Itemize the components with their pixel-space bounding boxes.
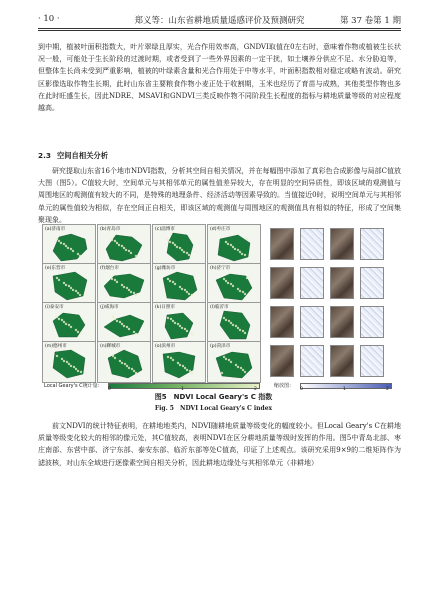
map-panel — [42, 341, 96, 383]
panel-label: (n)聊城市 — [100, 344, 121, 349]
figure-5 — [42, 224, 397, 390]
city-map-shape — [102, 348, 146, 380]
section-number: 2.3 — [38, 151, 51, 160]
city-map-shape — [47, 231, 91, 263]
map-panel — [97, 341, 151, 383]
panel-label: (c)淄博市 — [155, 227, 175, 232]
legend-tick-left: 0 — [108, 387, 111, 392]
paragraph: 研究提取山东省16个地市NDVI指数，分析其空间自相关情况，并在每幅图中添加了真彩色合成影像与局部C值放大图（图5）。C值较大时，空间单元与其相邻单元的属性值差异较大，存在明显的空间异质性，即该区域的观测值与周围地区的观测值有较大的不同，是特殊的地理条件、经济活动等因素导致的。当值接近0时，说明空间单元与其相邻单元的属性值较为相似，存在空间正自相关，即该区域的观测值与周围地区的观测值具有相似的特征，形成了空间集聚现象。 — [38, 167, 401, 224]
panel-label: (l)临沂市 — [210, 305, 229, 310]
local-c-zoom — [300, 306, 324, 338]
legend-tick-left: 2 — [254, 387, 257, 392]
true-color-zoom — [270, 306, 294, 338]
legend-colorbar-right — [300, 383, 392, 389]
true-color-zoom — [270, 345, 294, 377]
map-panel — [152, 341, 206, 383]
figure-caption-en: Fig. 5 NDVI Local Geary's C index — [154, 405, 273, 412]
map-panel — [207, 224, 261, 266]
section-heading — [38, 151, 114, 161]
panel-label: (p)菏泽市 — [210, 344, 231, 349]
map-panel — [207, 263, 261, 305]
city-map-shape — [157, 270, 201, 302]
paragraph: 到中期，植被叶面积指数大，叶片翠绿且厚实，光合作用效率高，GNDVI取值在0左右时，意味着作物或植被生长状况一般，可能处于生长阶段的过渡时期，或者受到了一些外界因素的一定干扰，如土壤养分供应不足、水分胁迫等，但整体生长尚未受到严重影响，植被的叶绿素含量和光合作用处于中等水平，叶面积指数相对稳定或略有波动。研究区影像选取作物生长期，此时山东省主要粮食作物小麦正处于收割期，玉米也经历了育苗与成熟，其他类型作物也多在此时旺盛生长，因此NDRE、MSAVI和GNDVI三类反映作物不同阶段生长程度的指标与耕地质量等级的对应程度越高。 — [38, 43, 401, 113]
map-panel — [97, 224, 151, 266]
local-c-zoom — [360, 267, 384, 299]
legend-colorbar-left — [108, 383, 260, 389]
panel-label: (e)东营市 — [45, 266, 66, 271]
panel-label: (k)日照市 — [155, 305, 176, 310]
figure-caption-cn: 图5 NDVI Local Geary's C 指数 — [154, 393, 273, 401]
true-color-zoom — [330, 267, 354, 299]
city-map-shape — [212, 231, 256, 263]
true-color-zoom — [270, 228, 294, 260]
city-map-shape — [212, 270, 256, 302]
header-rule — [38, 28, 401, 29]
city-map-shape — [157, 348, 201, 380]
volume-issue: 第 37 卷第 1 期 — [339, 16, 401, 26]
map-panel — [97, 302, 151, 344]
panel-label: (h)济宁市 — [210, 266, 231, 271]
true-color-zoom — [330, 228, 354, 260]
panel-label: (j)威海市 — [100, 305, 119, 310]
local-c-zoom — [300, 228, 324, 260]
map-panel — [207, 341, 261, 383]
city-map-shape — [47, 270, 91, 302]
body-text-top — [38, 41, 401, 114]
legend-tick-right: 0 — [300, 387, 303, 392]
map-panel — [97, 263, 151, 305]
legend-tick-right: 1 — [343, 387, 346, 392]
local-c-zoom — [300, 267, 324, 299]
local-c-zoom — [360, 345, 384, 377]
panel-label: (f)烟台市 — [100, 266, 119, 271]
panel-label: (a)济南市 — [45, 227, 66, 232]
city-map-shape — [212, 348, 256, 380]
body-text-mid — [38, 165, 401, 226]
city-map-shape — [47, 309, 91, 341]
panel-label: (i)泰安市 — [45, 305, 64, 310]
city-map-shape — [212, 309, 256, 341]
city-map-shape — [102, 231, 146, 263]
legend-tick-right: 2 — [386, 387, 389, 392]
city-map-shape — [102, 309, 146, 341]
running-header — [38, 12, 401, 32]
legend-label-right: 缩放图： — [274, 383, 295, 389]
map-panel — [42, 302, 96, 344]
figure-legend — [42, 381, 397, 391]
local-c-zoom — [360, 306, 384, 338]
map-panel — [42, 263, 96, 305]
panel-label: (b)青岛市 — [100, 227, 121, 232]
city-map-shape — [157, 231, 201, 263]
journal-title: 郑义等：山东省耕地质量遥感评价及预测研究 — [134, 16, 305, 26]
panel-label: (o)滨州市 — [155, 344, 176, 349]
legend-label-left: Local Geary's C统计量： — [44, 383, 103, 389]
paragraph: 前文NDVI的统计特征表明，在耕地地类内，NDVI随耕地质量等级变化的幅度较小。但Local Geary's C在耕地质量等级变化较大的相邻的像元处，其C值较高，表明NDVI在区分耕地质量等级时发挥的作用。图5中青岛北部、枣庄南部、东营中部、济宁东部、泰安东部、临沂东部等处C值高，印证了上述观点。该研究采用9×9的二维矩阵作为滤波核，对山东全域进行逐像素空间自相关分析，因此耕地边缘处与其相邻单元（非耕地） — [38, 422, 401, 467]
map-panel — [207, 302, 261, 344]
body-text-bottom — [38, 420, 401, 469]
map-panel — [152, 224, 206, 266]
true-color-zoom — [330, 345, 354, 377]
city-map-shape — [102, 270, 146, 302]
true-color-zoom — [270, 267, 294, 299]
local-c-zoom — [360, 228, 384, 260]
panel-label: (m)德州市 — [45, 344, 67, 349]
city-map-shape — [157, 309, 201, 341]
city-map-shape — [47, 348, 91, 380]
map-panel — [152, 302, 206, 344]
header-rule-thin — [38, 30, 401, 31]
true-color-zoom — [330, 306, 354, 338]
section-title: 空间自相关分析 — [56, 151, 109, 160]
page-number: · 10 · — [38, 14, 60, 24]
local-c-zoom — [300, 345, 324, 377]
map-panel — [42, 224, 96, 266]
legend-tick-left: 1 — [181, 387, 184, 392]
panel-label: (g)潍坊市 — [155, 266, 176, 271]
panel-label: (d)枣庄市 — [210, 227, 231, 232]
map-panel — [152, 263, 206, 305]
